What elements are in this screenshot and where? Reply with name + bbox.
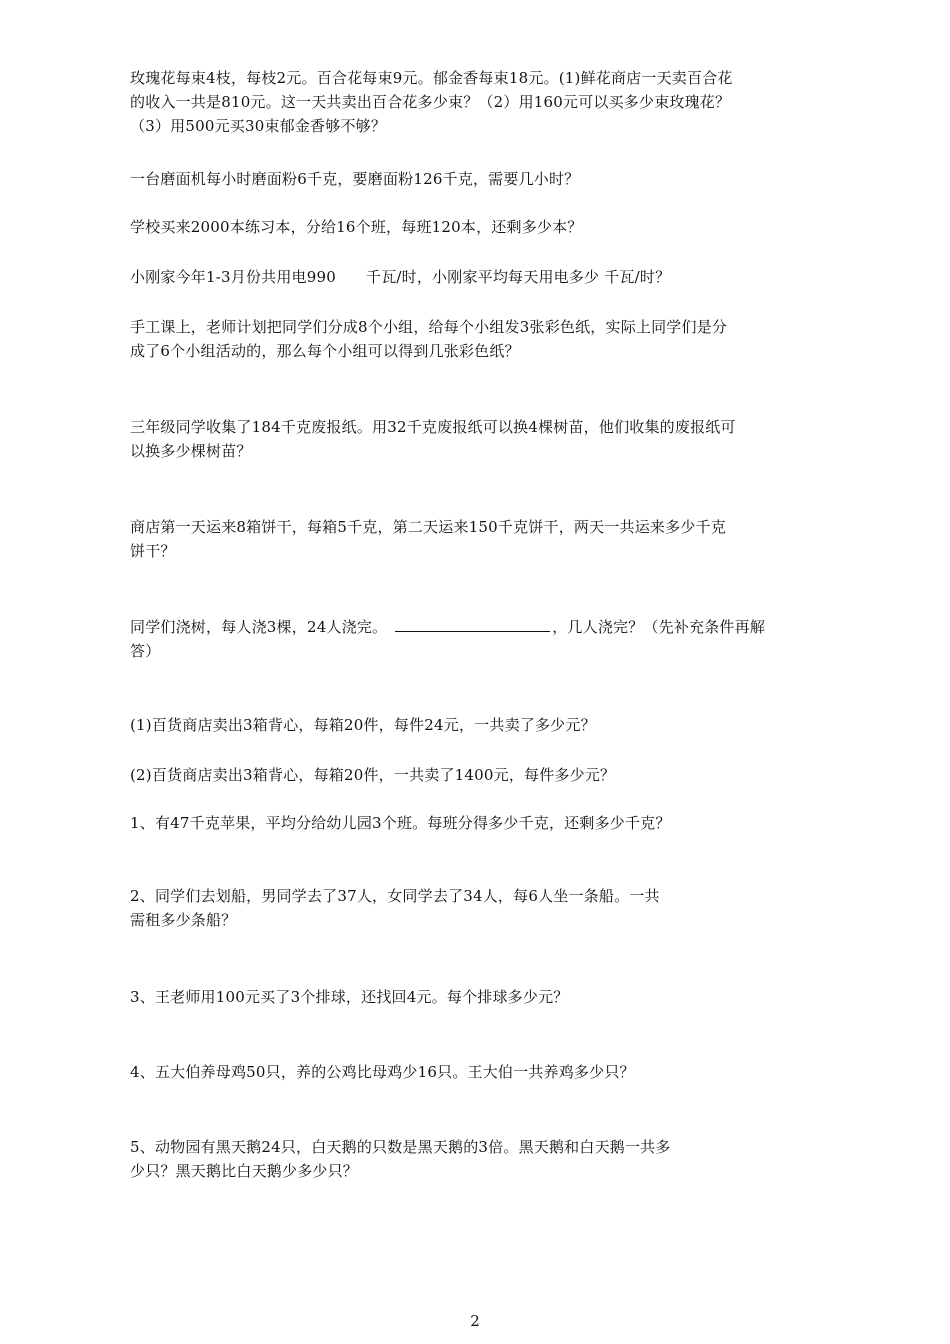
- problem-line: 少只？黑天鹅比白天鹅少多少只？: [130, 1162, 359, 1180]
- problem-line: 的收入一共是810元。这一天共卖出百合花多少束？（2）用160元可以买多少束玫瑰花？: [130, 93, 731, 111]
- problem-boating: [130, 884, 810, 932]
- problem-text-part: 千瓦/时，小刚家平均每天用电多少 千瓦/时？: [366, 268, 671, 286]
- problem-electricity: [130, 265, 810, 289]
- problem-line: （3）用500元买30束郁金香够不够？: [130, 117, 387, 135]
- fill-in-blank[interactable]: [395, 615, 550, 632]
- problem-biscuits: [130, 515, 810, 563]
- problem-line: 答）: [130, 642, 161, 660]
- problem-line: 5、动物园有黑天鹅24只，白天鹅的只数是黑天鹅的3倍。黑天鹅和白天鹅一共多: [130, 1138, 671, 1156]
- problem-line: 3、王老师用100元买了3个排球，还找回4元。每个排球多少元？: [130, 988, 569, 1006]
- problem-text-part: 同学们浇树，每人浇3棵，24人浇完。: [130, 618, 388, 636]
- problem-flowers: [130, 66, 810, 138]
- problem-line: 一台磨面机每小时磨面粉6千克，要磨面粉126千克，需要几小时？: [130, 170, 580, 188]
- problem-line: 1、有47千克苹果，平均分给幼儿园3个班。每班分得多少千克，还剩多少千克？: [130, 814, 671, 832]
- problem-colored-paper: [130, 315, 810, 363]
- problem-exercise-books: [130, 215, 810, 239]
- problem-apples: [130, 811, 810, 835]
- problem-chickens: [130, 1060, 810, 1084]
- problem-vests-2: [130, 763, 810, 787]
- problem-line: (1)百货商店卖出3箱背心，每箱20件，每件24元，一共卖了多少元？: [130, 716, 596, 734]
- problem-swans: [130, 1135, 810, 1183]
- problem-line: 2、同学们去划船，男同学去了37人，女同学去了34人，每6人坐一条船。一共: [130, 887, 660, 905]
- problem-vests-1: [130, 713, 810, 737]
- problem-line: (2)百货商店卖出3箱背心，每箱20件，一共卖了1400元，每件多少元？: [130, 766, 616, 784]
- problem-line: 三年级同学收集了184千克废报纸。用32千克废报纸可以换4棵树苗，他们收集的废报纸可: [130, 418, 736, 436]
- problem-line: 商店第一天运来8箱饼干，每箱5千克，第二天运来150千克饼干，两天一共运来多少千克: [130, 518, 726, 536]
- problem-line: [130, 265, 810, 289]
- problem-line: 学校买来2000本练习本，分给16个班，每班120本，还剩多少本？: [130, 218, 583, 236]
- page-number: 2: [470, 1312, 480, 1330]
- problem-line: [130, 615, 810, 639]
- problem-volleyballs: [130, 985, 810, 1009]
- problem-line: 以换多少棵树苗？: [130, 442, 252, 460]
- problem-waste-paper: [130, 415, 810, 463]
- problem-watering-trees: [130, 615, 810, 663]
- problem-line: 玫瑰花每束4枝，每枝2元。百合花每束9元。郁金香每束18元。(1)鲜花商店一天卖百合花: [130, 69, 733, 87]
- problem-line: 饼干？: [130, 542, 176, 560]
- problem-text-part: 小刚家今年1-3月份共用电990: [130, 268, 336, 286]
- problem-text-part: ，几人浇完？（先补充条件再解: [552, 618, 766, 636]
- problem-line: 成了6个小组活动的，那么每个小组可以得到几张彩色纸？: [130, 342, 520, 360]
- problem-line: 4、五大伯养母鸡50只，养的公鸡比母鸡少16只。王大伯一共养鸡多少只？: [130, 1063, 635, 1081]
- problem-flour-mill: [130, 167, 810, 191]
- problem-line: 手工课上，老师计划把同学们分成8个小组，给每个小组发3张彩色纸，实际上同学们是分: [130, 318, 728, 336]
- problem-line: 需租多少条船？: [130, 911, 237, 929]
